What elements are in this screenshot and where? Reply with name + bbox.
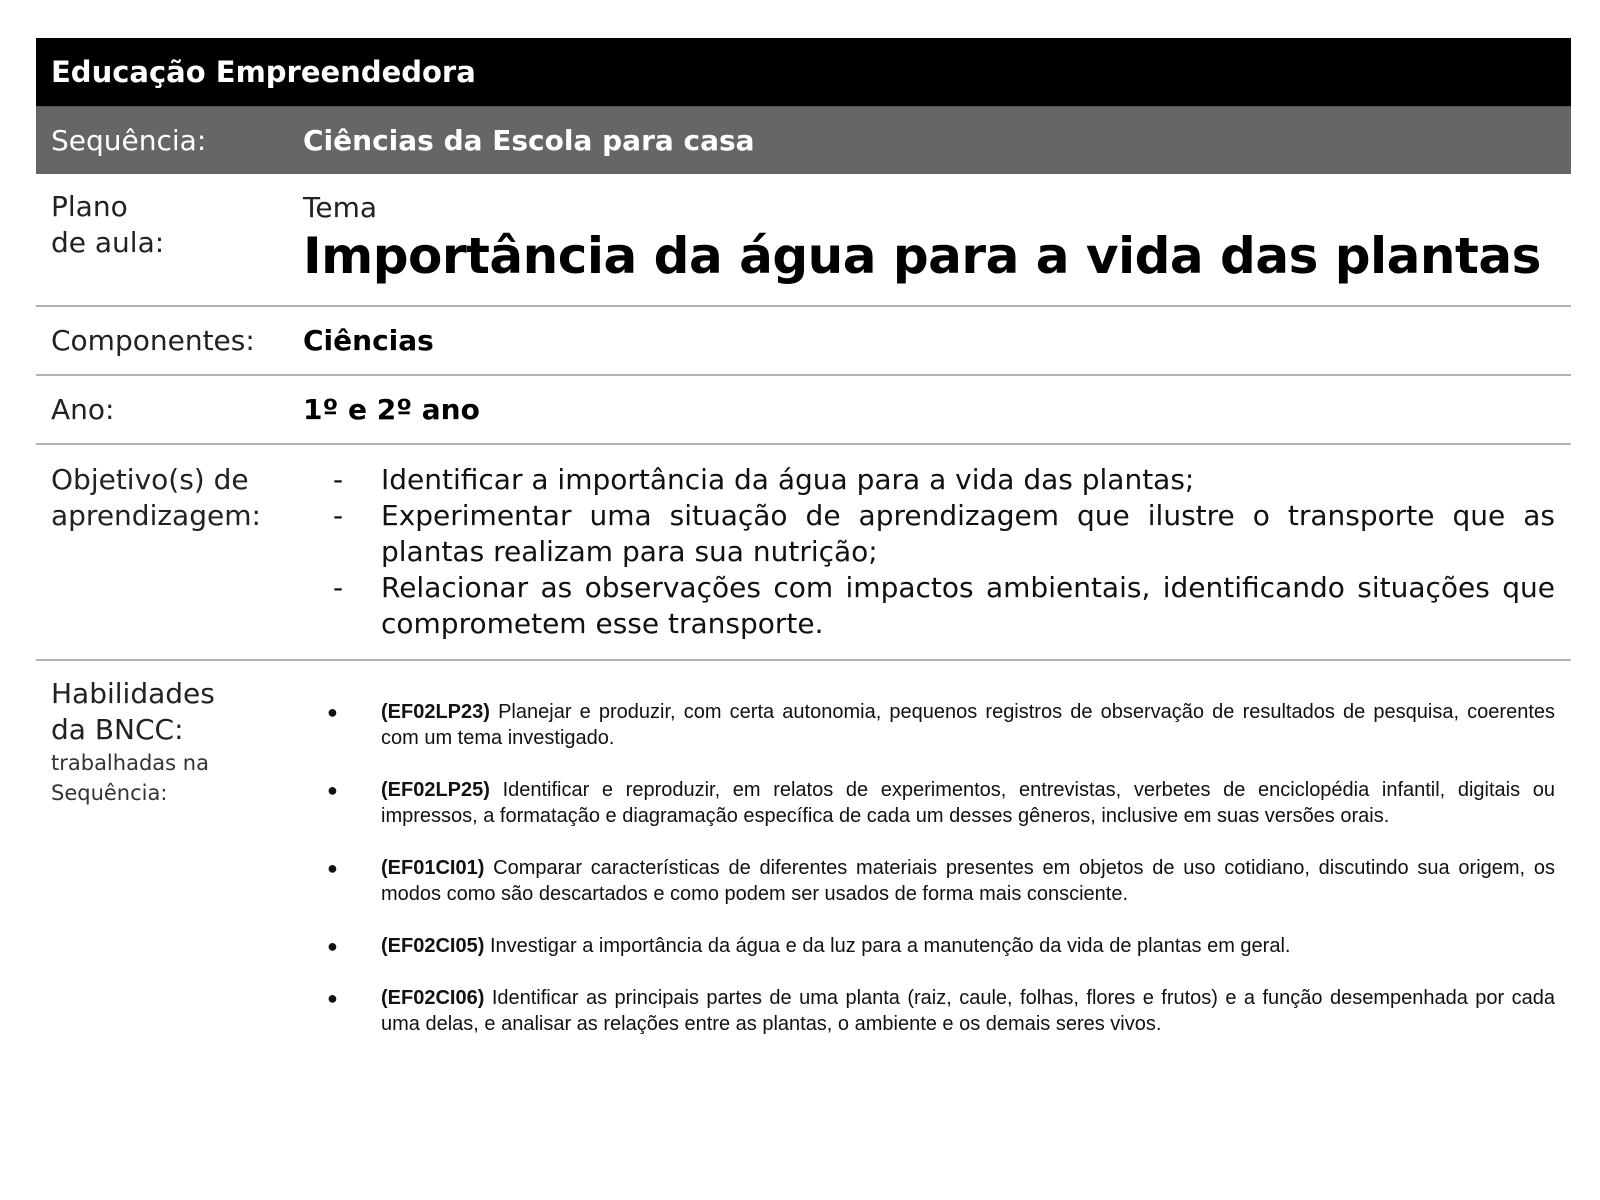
dash-bullet-icon: - <box>333 499 344 532</box>
skills-value <box>303 661 1571 1063</box>
bullet-dot-icon: ● <box>327 988 338 1008</box>
objective-text: Experimentar uma situação de aprendizagem que ilustre o transporte que as plantas realizam para sua nutrição; <box>381 499 1555 568</box>
skill-description: Planejar e produzir, com certa autonomia, pequenos registros de observação de resultados de pesquisa, coerentes com um tema investigado. <box>381 701 1555 749</box>
skill-item <box>303 699 1555 751</box>
components-label: Componentes: <box>51 323 255 357</box>
lesson-plan-value <box>303 174 1571 305</box>
lesson-plan-label <box>36 174 303 305</box>
skill-code: (EF02CI06) <box>381 987 485 1009</box>
skill-description: Identificar e reproduzir, em relatos de experimentos, entrevistas, verbetes de enciclopédia infantil, digitais ou impressos, a formatação e diagramação específica de cada um desses gêneros, inclusive em suas versões orais. <box>381 779 1555 827</box>
objectives-value <box>303 445 1571 659</box>
skills-sublabel-line2: Sequência: <box>51 781 168 805</box>
objective-item <box>303 570 1555 642</box>
bullet-dot-icon: ● <box>327 936 338 956</box>
lesson-plan-document <box>36 38 1571 1063</box>
lesson-plan-label-line2: de aula: <box>51 226 165 259</box>
objectives-label-line2: aprendizagem: <box>51 499 261 532</box>
skill-item <box>303 933 1555 959</box>
skill-code: (EF02LP23) <box>381 701 490 723</box>
skills-label-line1: Habilidades <box>51 677 215 710</box>
skills-label <box>36 661 303 1063</box>
skill-item <box>303 855 1555 907</box>
document-title: Educação Empreendedora <box>51 55 476 89</box>
theme-label: Tema <box>303 191 378 224</box>
skill-code: (EF02CI05) <box>381 935 485 957</box>
year-label: Ano: <box>51 392 115 426</box>
skill-description: Comparar características de diferentes materiais presentes em objetos de uso cotidiano, discutindo sua origem, os modos como são descartados e como podem ser usados de forma mais consciente. <box>381 857 1555 905</box>
skill-text <box>381 855 1555 907</box>
skill-code: (EF01CI01) <box>381 857 485 879</box>
skill-text <box>381 933 1555 959</box>
objectives-list <box>303 445 1571 642</box>
objectives-label <box>36 445 303 659</box>
skill-text <box>381 985 1555 1037</box>
skills-sublabel-line1: trabalhadas na <box>51 751 209 775</box>
bullet-dot-icon: ● <box>327 780 338 800</box>
objective-item <box>303 498 1555 570</box>
dash-bullet-icon: - <box>333 463 344 496</box>
skill-item <box>303 777 1555 829</box>
year-value: 1º e 2º ano <box>303 393 480 426</box>
objectives-label-line1: Objetivo(s) de <box>51 463 249 496</box>
skill-description: Identificar as principais partes de uma planta (raiz, caule, folhas, flores e frutos) e a função desempenhada por cada uma delas, e analisar as relações entre as plantas, o ambiente e os demais seres vivos. <box>381 987 1555 1035</box>
sequence-label: Sequência: <box>51 123 207 157</box>
components-row <box>36 307 1571 376</box>
skills-row <box>36 661 1571 1063</box>
objective-text: Identificar a importância da água para a vida das plantas; <box>381 463 1195 496</box>
bullet-dot-icon: ● <box>327 702 338 722</box>
skill-description: Investigar a importância da água e da luz para a manutenção da vida de plantas em geral. <box>489 935 1291 957</box>
sequence-row <box>36 106 1571 174</box>
objective-item <box>303 462 1555 498</box>
document-header <box>36 38 1571 106</box>
skills-label-line2: da BNCC: <box>51 713 184 746</box>
skills-list <box>303 661 1571 1037</box>
objectives-row <box>36 445 1571 661</box>
components-value: Ciências <box>303 324 434 357</box>
skill-text <box>381 777 1555 829</box>
sequence-value: Ciências da Escola para casa <box>303 124 755 157</box>
dash-bullet-icon: - <box>333 571 344 604</box>
bullet-dot-icon: ● <box>327 858 338 878</box>
lesson-plan-label-line1: Plano <box>51 190 128 223</box>
skill-code: (EF02LP25) <box>381 779 490 801</box>
objective-text: Relacionar as observações com impactos ambientais, identificando situações que comprometem esse transporte. <box>381 571 1555 640</box>
year-row <box>36 376 1571 445</box>
skill-item <box>303 985 1555 1037</box>
skill-text <box>381 699 1555 751</box>
theme-title: Importância da água para a vida das plantas <box>303 227 1541 285</box>
lesson-plan-row <box>36 174 1571 307</box>
